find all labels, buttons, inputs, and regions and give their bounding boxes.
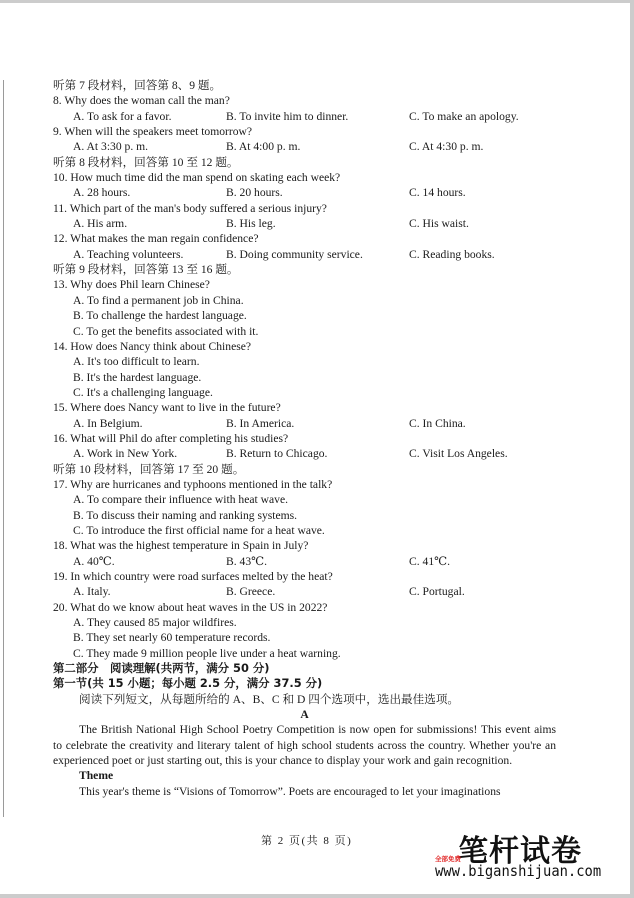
logo-tag: 全部免费 <box>435 855 461 863</box>
option-a: A. In Belgium. <box>73 416 143 430</box>
exam-page-content <box>53 78 556 799</box>
question-stem: 18. What was the highest temperature in Spain in July? <box>53 539 309 553</box>
option-a: A. 40℃. <box>73 554 115 568</box>
option-b: B. In America. <box>226 416 295 430</box>
question-stem: 10. How much time did the man spend on skating each week? <box>53 171 341 185</box>
option-a: A. Italy. <box>73 585 111 599</box>
question-stem: 8. Why does the woman call the man? <box>53 94 230 108</box>
option-b: B. Greece. <box>226 585 276 599</box>
option-c: C. They made 9 million people live under a heat warning. <box>73 646 341 660</box>
option-a: A. Teaching volunteers. <box>73 247 184 261</box>
page-frame-right <box>630 0 634 898</box>
question-stem: 11. Which part of the man's body suffered a serious injury? <box>53 201 327 215</box>
page-frame-top <box>0 0 634 3</box>
option-c: C. To make an apology. <box>409 109 519 123</box>
page-number: 第 2 页(共 8 页) <box>261 835 353 847</box>
options-row <box>53 446 556 461</box>
option-c: C. Reading books. <box>409 247 495 261</box>
logo-url: www.biganshijuan.com <box>435 862 602 880</box>
question-stem: 16. What will Phil do after completing his studies? <box>53 431 289 445</box>
option-a: A. His arm. <box>73 217 128 231</box>
options-row <box>53 185 556 200</box>
option-b: B. His leg. <box>226 217 276 231</box>
option-c: C. To get the benefits associated with it. <box>73 324 259 338</box>
question-stem: 15. Where does Nancy want to live in the future? <box>53 401 281 415</box>
question-stem: 9. When will the speakers meet tomorrow? <box>53 125 253 139</box>
options-row <box>53 554 556 569</box>
option-a: A. To compare their influence with heat wave. <box>73 493 288 507</box>
watermark-logo <box>435 832 610 887</box>
option-c: C. To introduce the first official name for a heat wave. <box>73 523 325 537</box>
option-a: A. They caused 85 major wildfires. <box>73 616 237 630</box>
option-a: A. It's too difficult to learn. <box>73 355 200 369</box>
options-row <box>53 416 556 431</box>
binding-margin-line <box>3 80 4 817</box>
question-stem: 17. Why are hurricanes and typhoons mentioned in the talk? <box>53 477 333 491</box>
option-b: B. To discuss their naming and ranking systems. <box>73 508 298 522</box>
options-row <box>53 216 556 231</box>
listening-instruction: 听第 8 段材料，回答第 10 至 12 题。 <box>53 155 239 169</box>
option-c: C. His waist. <box>409 217 469 231</box>
passage-paragraph: The British National High School Poetry Competition is now open for submissions! This event aims to celebrate the creativity and literary talent of high school students across the country. Whether you're an experienced poet or just starting out, this is your chance to display your work and gain recognition. <box>53 723 556 768</box>
option-c: C. In China. <box>409 416 466 430</box>
theme-heading: Theme <box>79 769 114 783</box>
option-c: C. 14 hours. <box>409 186 466 200</box>
option-a: A. To find a permanent job in China. <box>73 293 244 307</box>
listening-instruction: 听第 7 段材料，回答第 8、9 题。 <box>53 79 222 92</box>
option-b: B. To challenge the hardest language. <box>73 309 247 323</box>
options-row <box>53 584 556 599</box>
question-stem: 13. Why does Phil learn Chinese? <box>53 278 210 292</box>
question-stem: 12. What makes the man regain confidence? <box>53 232 259 246</box>
option-b: B. Doing community service. <box>226 247 363 261</box>
option-c: C. Portugal. <box>409 585 465 599</box>
options-row <box>53 247 556 262</box>
reading-instruction: 阅读下列短文，从每题所给的 A、B、C 和 D 四个选项中，选出最佳选项。 <box>79 692 460 706</box>
options-row <box>53 109 556 124</box>
option-b: B. They set nearly 60 temperature records. <box>73 631 271 645</box>
option-c: C. 41℃. <box>409 554 450 568</box>
option-a: A. 28 hours. <box>73 186 131 200</box>
option-b: B. Return to Chicago. <box>226 447 328 461</box>
page-frame-bottom <box>0 894 634 898</box>
listening-instruction: 听第 10 段材料，回答第 17 至 20 题。 <box>53 462 245 476</box>
option-c: C. Visit Los Angeles. <box>409 447 508 461</box>
section-title: 第一节(共 15 小题；每小题 2.5 分，满分 37.5 分) <box>53 676 323 691</box>
option-a: A. At 3:30 p. m. <box>73 140 149 154</box>
question-stem: 19. In which country were road surfaces melted by the heat? <box>53 570 333 583</box>
question-stem: 14. How does Nancy think about Chinese? <box>53 339 252 353</box>
option-c: C. It's a challenging language. <box>73 385 213 399</box>
passage-label: A <box>300 708 309 722</box>
option-b: B. To invite him to dinner. <box>226 109 349 123</box>
options-row <box>53 139 556 154</box>
listening-instruction: 听第 9 段材料，回答第 13 至 16 题。 <box>53 263 239 277</box>
option-b: B. 20 hours. <box>226 186 283 200</box>
logo-title: 笔杆试卷 <box>458 834 582 869</box>
option-b: B. It's the hardest language. <box>73 370 202 384</box>
question-stem: 20. What do we know about heat waves in the US in 2022? <box>53 600 328 614</box>
option-c: C. At 4:30 p. m. <box>409 140 484 154</box>
option-b: B. At 4:00 p. m. <box>226 140 301 154</box>
option-a: A. Work in New York. <box>73 447 178 461</box>
option-a: A. To ask for a favor. <box>73 109 172 123</box>
theme-paragraph: This year's theme is “Visions of Tomorrow”. Poets are encouraged to let your imaginations <box>79 784 501 798</box>
option-b: B. 43℃. <box>226 554 267 568</box>
part-title: 第二部分 阅读理解(共两节，满分 50 分) <box>53 661 270 676</box>
